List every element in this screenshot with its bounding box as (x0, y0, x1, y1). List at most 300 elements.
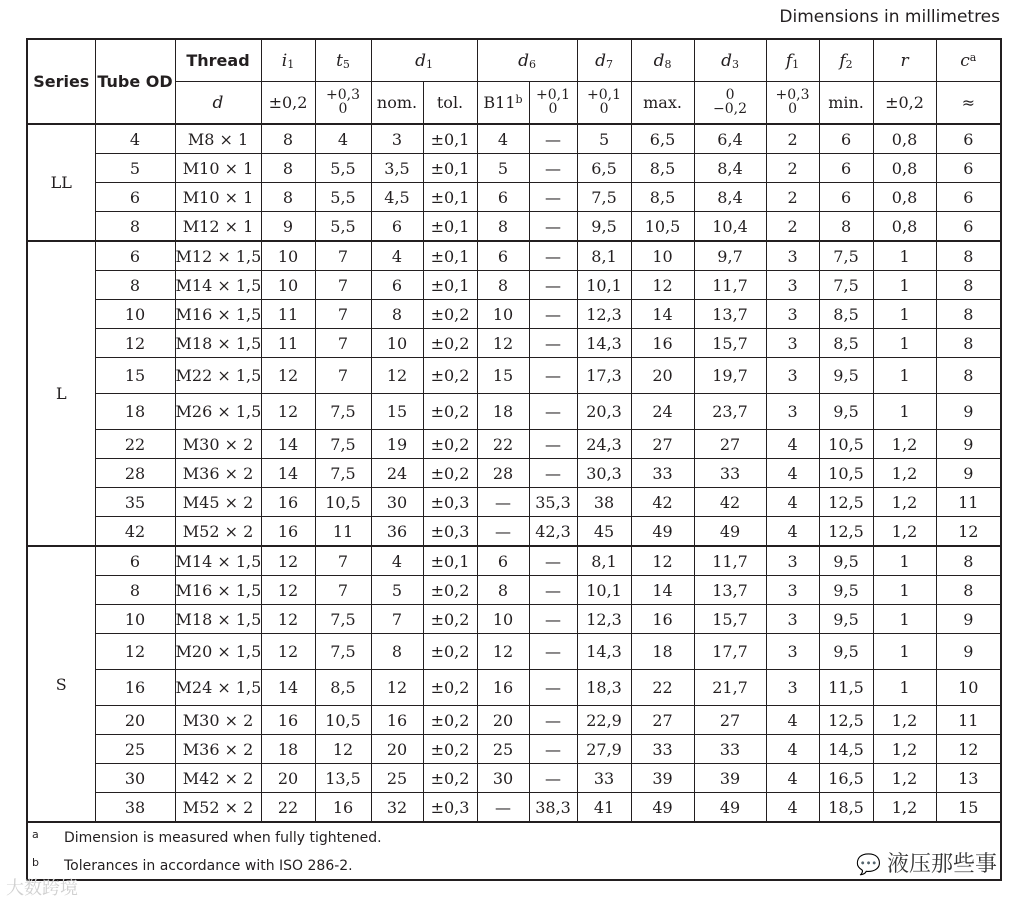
table-cell: 49 (694, 793, 766, 823)
table-cell: — (529, 546, 577, 576)
table-cell: 3,5 (371, 154, 423, 183)
table-cell: 49 (631, 793, 694, 823)
table-cell: — (529, 358, 577, 394)
table-cell: M26 × 1,5 (175, 394, 261, 430)
table-cell: 5 (477, 154, 529, 183)
table-cell: 7,5 (315, 430, 371, 459)
table-cell: 10 (371, 329, 423, 358)
table-cell: 9 (936, 394, 1001, 430)
table-cell: — (529, 764, 577, 793)
table-cell: 18 (261, 735, 315, 764)
table-cell: 6 (936, 183, 1001, 212)
table-cell: 9,7 (694, 241, 766, 271)
table-cell: 8 (261, 183, 315, 212)
table-cell: 8 (477, 271, 529, 300)
table-cell: M36 × 2 (175, 735, 261, 764)
table-cell: 1 (873, 329, 936, 358)
table-row (27, 430, 1001, 459)
table-cell: 18 (631, 634, 694, 670)
table-cell: M30 × 2 (175, 430, 261, 459)
table-cell: 8,5 (315, 670, 371, 706)
header-thread: Thread (175, 39, 261, 82)
table-cell: 7 (315, 300, 371, 329)
table-cell: 14 (261, 459, 315, 488)
table-row (27, 459, 1001, 488)
table-cell: 7 (371, 605, 423, 634)
units-caption: Dimensions in millimetres (779, 7, 1000, 27)
table-cell: 2 (766, 124, 819, 154)
table-row (27, 793, 1001, 823)
table-cell: 7 (315, 329, 371, 358)
table-cell: ±0,1 (423, 124, 477, 154)
table-row (27, 183, 1001, 212)
table-cell: 12 (261, 546, 315, 576)
table-cell: 19 (371, 430, 423, 459)
table-cell: 1 (873, 670, 936, 706)
table-cell: M20 × 1,5 (175, 634, 261, 670)
table-cell: — (529, 735, 577, 764)
table-cell: — (529, 459, 577, 488)
table-cell: 11 (261, 329, 315, 358)
table-cell: 8 (819, 212, 873, 242)
table-cell: 4 (766, 517, 819, 547)
table-cell: 18 (95, 394, 175, 430)
table-cell: 22 (477, 430, 529, 459)
table-cell: — (477, 517, 529, 547)
table-cell: 7,5 (315, 605, 371, 634)
table-cell: 12,5 (819, 517, 873, 547)
table-cell: 4 (766, 459, 819, 488)
table-cell: 10,4 (694, 212, 766, 242)
table-cell: 11 (936, 706, 1001, 735)
table-cell: 4 (766, 793, 819, 823)
table-cell: 6,4 (694, 124, 766, 154)
table-cell: M10 × 1 (175, 154, 261, 183)
tol-c: ≈ (936, 82, 1001, 125)
table-cell: 16 (477, 670, 529, 706)
table-cell: ±0,2 (423, 670, 477, 706)
table-cell: — (529, 430, 577, 459)
footnote-b: b Tolerances in accordance with ISO 286-2. (32, 856, 353, 874)
header-f1: f1 (766, 39, 819, 82)
table-cell: M18 × 1,5 (175, 329, 261, 358)
table-cell: 20 (95, 706, 175, 735)
table-row (27, 212, 1001, 242)
table-cell: 8,5 (819, 300, 873, 329)
table-cell: 4 (766, 735, 819, 764)
table-cell: M52 × 2 (175, 793, 261, 823)
table-cell: 16 (631, 605, 694, 634)
table-cell: 24 (631, 394, 694, 430)
table-cell: ±0,2 (423, 430, 477, 459)
table-cell: 17,7 (694, 634, 766, 670)
table-cell: — (477, 488, 529, 517)
table-body (27, 124, 1001, 822)
table-cell: M36 × 2 (175, 459, 261, 488)
table-cell: 1,2 (873, 793, 936, 823)
table-cell: 12 (261, 634, 315, 670)
table-cell: 20 (371, 735, 423, 764)
table-cell: 15 (371, 394, 423, 430)
table-row (27, 576, 1001, 605)
table-row (27, 488, 1001, 517)
series-cell: S (27, 546, 95, 822)
table-row (27, 546, 1001, 576)
table-cell: 42 (694, 488, 766, 517)
table-cell: — (529, 300, 577, 329)
table-cell: 3 (766, 670, 819, 706)
table-cell: ±0,2 (423, 329, 477, 358)
table-cell: ±0,2 (423, 358, 477, 394)
table-cell: 10 (95, 605, 175, 634)
table-cell: M16 × 1,5 (175, 576, 261, 605)
table-cell: 10 (936, 670, 1001, 706)
table-cell: 9 (261, 212, 315, 242)
table-cell: — (529, 634, 577, 670)
table-cell: 38 (95, 793, 175, 823)
table-header (27, 39, 1001, 124)
table-row (27, 241, 1001, 271)
table-cell: ±0,2 (423, 459, 477, 488)
table-cell: 9,5 (577, 212, 631, 242)
table-cell: 4 (766, 764, 819, 793)
table-cell: 13,7 (694, 576, 766, 605)
table-cell: 16 (261, 517, 315, 547)
table-cell: 27 (694, 430, 766, 459)
table-cell: 9,5 (819, 358, 873, 394)
table-cell: 18 (477, 394, 529, 430)
table-cell: 0,8 (873, 183, 936, 212)
table-cell: 25 (371, 764, 423, 793)
header-t5: t5 (315, 39, 371, 82)
table-cell: 2 (766, 212, 819, 242)
table-cell: 36 (371, 517, 423, 547)
table-cell: 1,2 (873, 517, 936, 547)
table-cell: 24 (371, 459, 423, 488)
table-cell: 12 (261, 358, 315, 394)
table-cell: 10,5 (819, 430, 873, 459)
table-cell: 5 (577, 124, 631, 154)
table-cell: 18,3 (577, 670, 631, 706)
table-cell: 5,5 (315, 154, 371, 183)
table-row (27, 706, 1001, 735)
table-cell: 11,7 (694, 546, 766, 576)
table-cell: 9,5 (819, 546, 873, 576)
table-cell: 14,3 (577, 329, 631, 358)
table-cell: 1,2 (873, 459, 936, 488)
table-cell: 7,5 (819, 241, 873, 271)
table-cell: 8 (261, 124, 315, 154)
table-cell: 17,3 (577, 358, 631, 394)
tol-t5: +0,3 0 (315, 82, 371, 125)
header-f2: f2 (819, 39, 873, 82)
table-cell: 20 (631, 358, 694, 394)
table-row (27, 154, 1001, 183)
table-cell: M16 × 1,5 (175, 300, 261, 329)
table-cell: 23,7 (694, 394, 766, 430)
header-d7: d7 (577, 39, 631, 82)
table-cell: 8,5 (819, 329, 873, 358)
table-cell: 12 (95, 634, 175, 670)
table-cell: M42 × 2 (175, 764, 261, 793)
table-cell: 42,3 (529, 517, 577, 547)
table-cell: 8,5 (631, 183, 694, 212)
table-cell: 14 (631, 300, 694, 329)
table-cell: — (529, 576, 577, 605)
table-cell: 30 (95, 764, 175, 793)
table-cell: 49 (631, 517, 694, 547)
table-cell: 15,7 (694, 605, 766, 634)
header-tube-od: Tube OD (95, 39, 175, 124)
table-cell: 8 (936, 329, 1001, 358)
table-cell: 27,9 (577, 735, 631, 764)
table-cell: 7,5 (315, 394, 371, 430)
table-cell: 12 (371, 670, 423, 706)
table-cell: 16,5 (819, 764, 873, 793)
table-cell: 4 (766, 488, 819, 517)
table-cell: 11,7 (694, 271, 766, 300)
table-cell: 10,1 (577, 271, 631, 300)
table-cell: 10 (261, 241, 315, 271)
table-cell: 12 (371, 358, 423, 394)
table-cell: M12 × 1 (175, 212, 261, 242)
header-i1: i1 (261, 39, 315, 82)
table-cell: 30 (371, 488, 423, 517)
table-cell: 1,2 (873, 735, 936, 764)
table-cell: 3 (766, 605, 819, 634)
table-row (27, 517, 1001, 547)
table-cell: — (529, 394, 577, 430)
tol-d1-tol: tol. (423, 82, 477, 125)
table-cell: 7,5 (819, 271, 873, 300)
table-cell: 11 (315, 517, 371, 547)
table-cell: 8 (936, 358, 1001, 394)
watermark-left: 大数跨境 (6, 878, 78, 899)
table-cell: 14,5 (819, 735, 873, 764)
table-cell: 16 (261, 488, 315, 517)
table-cell: 4 (477, 124, 529, 154)
table-cell: 10 (95, 300, 175, 329)
table-cell: 6 (936, 124, 1001, 154)
table-cell: — (529, 706, 577, 735)
table-cell: 3 (766, 576, 819, 605)
table-cell: 9,5 (819, 634, 873, 670)
table-cell: M14 × 1,5 (175, 546, 261, 576)
table-cell: M45 × 2 (175, 488, 261, 517)
table-cell: 3 (766, 241, 819, 271)
table-cell: 8 (936, 241, 1001, 271)
table-cell: 38,3 (529, 793, 577, 823)
table-cell: 9,5 (819, 394, 873, 430)
table-cell: 8 (936, 546, 1001, 576)
table-cell: 8 (371, 300, 423, 329)
tol-d1-nom: nom. (371, 82, 423, 125)
table-cell: M22 × 1,5 (175, 358, 261, 394)
table-cell: 12,3 (577, 300, 631, 329)
table-cell: 4,5 (371, 183, 423, 212)
table-cell: 20,3 (577, 394, 631, 430)
table-cell: 12,5 (819, 488, 873, 517)
table-cell: 1,2 (873, 764, 936, 793)
table-row (27, 670, 1001, 706)
table-cell: 6 (371, 271, 423, 300)
table-cell: 42 (95, 517, 175, 547)
table-cell: 4 (766, 706, 819, 735)
table-cell: 3 (766, 300, 819, 329)
table-cell: 12 (261, 576, 315, 605)
table-cell: 4 (95, 124, 175, 154)
table-cell: ±0,1 (423, 241, 477, 271)
table-cell: 8 (95, 212, 175, 242)
table-cell: 22 (95, 430, 175, 459)
table-cell: 13,7 (694, 300, 766, 329)
table-cell: ±0,1 (423, 546, 477, 576)
table-cell: ±0,2 (423, 634, 477, 670)
table-cell: 11 (936, 488, 1001, 517)
table-cell: M8 × 1 (175, 124, 261, 154)
table-cell: 24,3 (577, 430, 631, 459)
table-cell: 7,5 (577, 183, 631, 212)
table-cell: 12 (315, 735, 371, 764)
table-cell: 6 (95, 546, 175, 576)
table-cell: 15,7 (694, 329, 766, 358)
table-cell: 13 (936, 764, 1001, 793)
table-cell: M24 × 1,5 (175, 670, 261, 706)
table-cell: 14,3 (577, 634, 631, 670)
table-cell: 8 (371, 634, 423, 670)
table-cell: 16 (315, 793, 371, 823)
table-cell: 45 (577, 517, 631, 547)
table-cell: 10 (477, 605, 529, 634)
table-cell: 18,5 (819, 793, 873, 823)
tol-f2: min. (819, 82, 873, 125)
table-cell: 39 (694, 764, 766, 793)
table-cell: 5,5 (315, 183, 371, 212)
table-cell: 6,5 (631, 124, 694, 154)
table-cell: 6 (477, 546, 529, 576)
table-cell: 8 (261, 154, 315, 183)
table-cell: M18 × 1,5 (175, 605, 261, 634)
table-cell: ±0,2 (423, 300, 477, 329)
table-cell: 10,5 (315, 706, 371, 735)
table-cell: 27 (631, 706, 694, 735)
table-cell: 12 (631, 546, 694, 576)
table-cell: 6 (819, 124, 873, 154)
table-cell: 3 (766, 394, 819, 430)
table-cell: 8 (936, 300, 1001, 329)
table-cell: 12 (95, 329, 175, 358)
table-cell: ±0,2 (423, 764, 477, 793)
table-cell: 30,3 (577, 459, 631, 488)
table-cell: — (529, 271, 577, 300)
tol-d8: max. (631, 82, 694, 125)
tol-d6-b11: B11$^b$ (477, 82, 529, 125)
table-cell: 10,5 (315, 488, 371, 517)
table-cell: 3 (766, 634, 819, 670)
table-cell: 10 (631, 241, 694, 271)
table-row (27, 124, 1001, 154)
table-row (27, 271, 1001, 300)
table-cell: 12 (477, 329, 529, 358)
table-cell: 15 (95, 358, 175, 394)
table-row (27, 300, 1001, 329)
footnote-a: a Dimension is measured when fully tightened. (27, 822, 1001, 851)
table-cell: 1 (873, 546, 936, 576)
table-cell: 1 (873, 634, 936, 670)
table-cell: 19,7 (694, 358, 766, 394)
table-cell: 7 (315, 546, 371, 576)
table-cell: 11 (261, 300, 315, 329)
table-cell: 13,5 (315, 764, 371, 793)
table-cell: M12 × 1,5 (175, 241, 261, 271)
tol-i1: ±0,2 (261, 82, 315, 125)
table-cell: 10,5 (631, 212, 694, 242)
table-cell: 32 (371, 793, 423, 823)
table-cell: 12 (477, 634, 529, 670)
table-cell: 4 (371, 241, 423, 271)
table-cell: 8,4 (694, 183, 766, 212)
table-cell: ±0,2 (423, 394, 477, 430)
table-cell: 20 (477, 706, 529, 735)
table-cell: 9,5 (819, 605, 873, 634)
table-cell: 9,5 (819, 576, 873, 605)
table-cell: 35,3 (529, 488, 577, 517)
table-cell: ±0,3 (423, 517, 477, 547)
table-cell: 3 (766, 271, 819, 300)
series-cell: LL (27, 124, 95, 241)
table-cell: 15 (477, 358, 529, 394)
table-cell: M14 × 1,5 (175, 271, 261, 300)
table-cell: — (529, 154, 577, 183)
table-row (27, 394, 1001, 430)
table-cell: 28 (477, 459, 529, 488)
table-cell: ±0,1 (423, 212, 477, 242)
table-cell: 6 (477, 241, 529, 271)
tol-f1: +0,3 0 (766, 82, 819, 125)
table-row (27, 605, 1001, 634)
table-cell: 6 (936, 212, 1001, 242)
table-cell: 22,9 (577, 706, 631, 735)
table-cell: 1 (873, 271, 936, 300)
table-cell: 14 (261, 670, 315, 706)
table-cell: 1 (873, 576, 936, 605)
table-cell: 22 (261, 793, 315, 823)
table-cell: 9 (936, 605, 1001, 634)
table-cell: 28 (95, 459, 175, 488)
table-cell: 3 (766, 546, 819, 576)
table-cell: 33 (631, 459, 694, 488)
table-cell: 4 (371, 546, 423, 576)
table-cell: 8 (936, 576, 1001, 605)
table-cell: M52 × 2 (175, 517, 261, 547)
table-cell: — (529, 183, 577, 212)
table-row (27, 735, 1001, 764)
table-cell: 8 (95, 271, 175, 300)
table-cell: 5 (371, 576, 423, 605)
table-cell: 12,3 (577, 605, 631, 634)
table-cell: 3 (766, 358, 819, 394)
table-footnotes (27, 822, 1001, 880)
wechat-icon: 💬 (856, 852, 881, 876)
header-d6: d6 (477, 39, 577, 82)
table-cell: 7 (315, 576, 371, 605)
table-cell: ±0,1 (423, 271, 477, 300)
table-cell: 33 (631, 735, 694, 764)
table-cell: 10 (261, 271, 315, 300)
table-cell: — (529, 124, 577, 154)
table-cell: 3 (766, 329, 819, 358)
table-cell: 2 (766, 154, 819, 183)
